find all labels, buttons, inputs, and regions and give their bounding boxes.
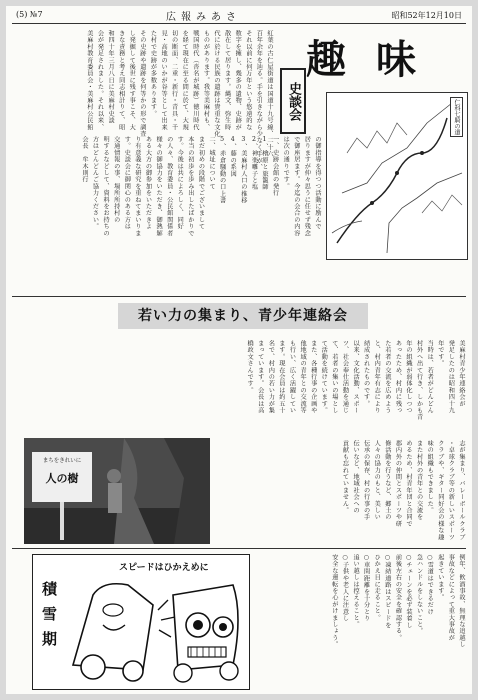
youth-photo — [24, 438, 210, 544]
hobby-middle-line: 3、美麻村人口の推移 — [239, 136, 247, 204]
map-label: 仁科七騎の道 — [450, 97, 463, 137]
hobby-middle-line: 二、城址について — [208, 136, 216, 190]
hobby-title: 趣味 — [306, 37, 446, 83]
hobby-intro-line: 戦国時代（沓名が城跡）徳川時代 — [191, 30, 199, 131]
hobby-intro-line: 代に於ける民族の遺跡は貴重な文化 — [213, 30, 221, 138]
youth-right-line: 味の組織もできました。 — [426, 440, 434, 514]
newspaper-title: 広報みあさ — [166, 12, 241, 23]
hobby-middle-line: す。史談会に御関心のある方は — [123, 136, 131, 230]
youth-right-line: ・卓球クラブ等の新しいスポーツ — [447, 440, 455, 541]
hobby-intro-line: 会が発足されました。それ以来、 — [96, 30, 104, 131]
section-divider — [12, 296, 466, 297]
cartoon-caption: スピードはひかえめに — [119, 563, 209, 573]
youth-right-line: 修活動を行うなど、郷土の — [383, 440, 391, 521]
hobby-intro-line: 切の断面、二重・新行・青具・千 — [170, 30, 178, 131]
winter-line: ○子供や老人に注意し — [341, 554, 349, 622]
hobby-middle-line: で御座居ます。今迄の会合の内容 — [292, 136, 300, 237]
winter-line: 安全な運転を心がけましょう。 — [330, 554, 338, 648]
newspaper-page — [6, 6, 472, 694]
map-drawing — [327, 93, 467, 259]
photo-scene — [24, 438, 210, 544]
winter-line: 起きています。 — [436, 554, 444, 601]
hobby-middle-line: り有意義な研究を重ねてまいりま — [133, 136, 141, 237]
youth-right-line: また村外の青年との交流を — [415, 440, 423, 521]
hobby-intro-line: その史跡や遺跡を何等かの形で調査 — [138, 30, 146, 138]
youth-line: 年の組織が弱体化しつつ — [405, 340, 413, 414]
issue-date: 昭和52年12月10日 — [391, 11, 462, 20]
hobby-middle-line: 2、神楽囃子と塩 — [250, 136, 258, 191]
hobby-signature: 会長 牟木則行 — [80, 136, 88, 183]
hobby-middle-text — [26, 136, 322, 288]
youth-line: ツ、社会奉仕活動を通じ — [341, 340, 349, 414]
youth-line: 名で、村内の若い力が集 — [267, 340, 275, 414]
hobby-middle-line: 一、史跡会館の発行 — [271, 136, 279, 197]
youth-right-line: クラブや、ギター同好会の様な趣 — [436, 440, 444, 541]
winter-article-text — [254, 554, 466, 688]
youth-right-line: 志が集まり、バレーボールクラブ — [458, 440, 465, 541]
hobby-intro-line: 百年余年を辿る。手を引きながら少なく手が、 — [255, 30, 263, 171]
hobby-intro-line: 和四十年三月八日に美麻村史談 — [107, 30, 115, 124]
page-number: (5) №7 — [16, 10, 43, 19]
winter-line: 追い越しは控えること。 — [352, 554, 360, 628]
hobby-intro-line: それ以前に何万年という悠遠的な — [244, 30, 252, 131]
hobby-middle-line: ある大方の御参加をいただきよ — [144, 136, 152, 230]
hobby-middle-line: の御指導を得つつ活動に励んで — [314, 136, 321, 230]
youth-article-text — [14, 340, 466, 430]
youth-line: 以来、文化活動、スポー — [352, 340, 360, 414]
hobby-intro-line: た村で史跡が多数あります。 — [149, 30, 157, 118]
hobby-middle-line: 方はどんどんご協力ください。 — [91, 136, 99, 230]
youth-line: て、若者の集いの場とし — [330, 340, 338, 414]
youth-right-line: 貢献も忘れていません。 — [341, 440, 349, 514]
youth-right-line: 人々の協力のもと、美しい — [373, 440, 381, 521]
youth-line: 年です。 — [436, 340, 444, 367]
hobby-intro-line: きな責務と考え同志相計りて、昭 — [117, 30, 125, 131]
winter-cartoon — [32, 554, 250, 690]
youth-line: ます。現在会員は約五十 — [277, 340, 285, 414]
youth-line: 当時は、若者がどんどん — [426, 340, 434, 414]
section-label-shidankai: 史談会 — [280, 68, 306, 134]
hobby-middle-line: 交通情報の事、場所所持村の — [112, 136, 120, 224]
winter-line: 例年、飲酒事故、無理な追越し — [458, 554, 465, 648]
hobby-middle-line: 居りますが仲々思うに任せず残念 — [303, 136, 311, 237]
youth-right-line: 伝いなど、地域社会への — [352, 440, 360, 514]
hobby-middle-line: の人々、教育委員・公民館関係者 — [165, 136, 173, 237]
youth-right-line: 伝承の保存、村の行事の手 — [362, 440, 370, 521]
winter-line: 事故などによって重大事故が — [447, 554, 455, 642]
hobby-middle-line: 1、檜原と旅籠師 — [261, 136, 269, 191]
youth-line: 橋政文さんです。 — [246, 340, 254, 394]
winter-line: ひかえ目に走ること。 — [373, 554, 381, 621]
hobby-middle-line: まだ初めの段階でございまして — [197, 136, 205, 230]
hobby-middle-line: 明するなどして、資料をお持ちの — [102, 136, 110, 237]
youth-line: て活動を続けています。 — [320, 340, 328, 414]
winter-line: ○チェーンを必ず装着し — [405, 554, 413, 629]
youth-right-line: めるため、村青年団と合同で — [405, 440, 413, 528]
hobby-middle-line: 様々の御協力をいただき、御熱解 — [155, 136, 163, 237]
hobby-intro-line: 散在して居ります。縄文、弥生時 — [223, 30, 231, 131]
hobby-middle-line: 本当の初歩を歩み出したばかりで — [186, 136, 194, 237]
winter-line: 前後左右の安全を確認する。 — [394, 554, 402, 642]
hobby-middle-line: は次の通りです。 — [282, 136, 290, 190]
hobby-intro-line: 見・高地のいかが谷等として出来 — [160, 30, 168, 131]
youth-line: 村外へ出て行き、しかも青 — [415, 340, 423, 421]
youth-right-line: 郡内外の仲間とスポーツや研 — [394, 440, 402, 528]
winter-line: ○凍結道路はスピードを — [383, 554, 391, 629]
crash-illustration — [33, 555, 249, 689]
youth-line: た若者の交流を広めよう — [383, 340, 391, 414]
photo-tree-text: 人の樹 — [45, 472, 79, 485]
hobby-intro-line: 美麻村教育委員会・美麻村公民館 — [85, 30, 93, 131]
hobby-intro-line: を経て現在に至る間に於て、大規 — [181, 30, 189, 131]
header-rule — [12, 23, 466, 24]
youth-line: 発足したのは昭和四十九 — [447, 340, 455, 414]
hobby-intro-line: 数字を擁し、幾多の遺物、史跡が — [234, 30, 242, 131]
hobby-intro-line: ものがあります。我等美麻村も、 — [202, 30, 210, 131]
youth-line: 結成されたものです。 — [362, 340, 370, 407]
youth-headline: 若い力の集まり、青少年連絡会 — [118, 303, 368, 329]
winter-line: ○雪道はできるだけ — [426, 554, 434, 616]
hobby-intro-line: 紅葉の古仁屋街道は国道十九号線、二十六 — [266, 30, 273, 158]
historic-route-map — [326, 92, 468, 260]
youth-line: あったため、村内に残っ — [394, 340, 402, 414]
hobby-middle-line: 5、赤倉騒動の口上書 — [218, 136, 226, 204]
hobby-middle-line: 4、藤の系図 — [229, 136, 237, 177]
section-divider-2 — [12, 548, 466, 549]
youth-line: と、村内青年有志により — [373, 340, 381, 414]
youth-line: 美麻村青少年連絡会が — [458, 340, 465, 407]
winter-side-label: 積雪期 — [40, 581, 58, 656]
youth-line: また、各種行事の企画や — [309, 340, 317, 414]
winter-line: 急ハンドルをしないこと。 — [415, 554, 423, 635]
youth-line: まっています。会長は高 — [256, 340, 264, 414]
youth-line: 他地域の青年との交流等 — [299, 340, 307, 414]
hobby-middle-line: す。今後は共によろしく、同好 — [176, 136, 184, 230]
youth-line: も行い、広く活躍してい — [288, 340, 296, 414]
hobby-intro-line: し発掘して後世に残す事こそ、大 — [128, 30, 136, 131]
winter-line: ○車間距離を十分とり — [362, 554, 370, 622]
photo-sign-text: まちをきれいに — [42, 458, 82, 464]
page-header — [6, 6, 472, 22]
youth-right-text — [216, 440, 466, 544]
